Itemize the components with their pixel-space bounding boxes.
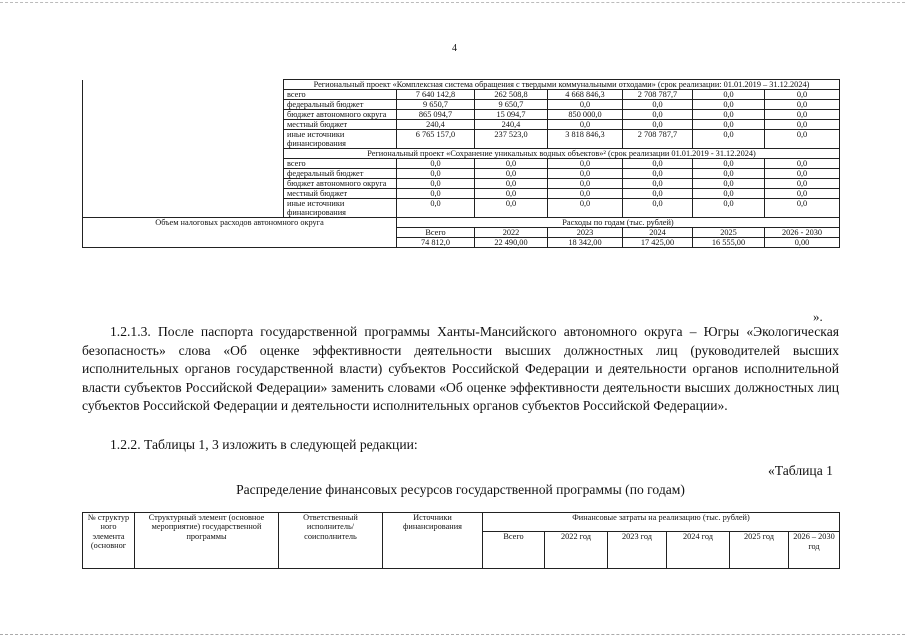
table-row: бюджет автономного округа 0,0 0,0 0,0 0,0 0,0 0,0 — [83, 179, 840, 189]
table-title: Распределение финансовых ресурсов государственной программы (по годам) — [236, 482, 685, 497]
table-label: «Таблица 1 — [768, 463, 833, 478]
col-element-header: Структурный элемент (основное мероприятие) государственной программы — [135, 513, 279, 569]
paragraph-1-2-2: 1.2.2. Таблицы 1, 3 изложить в следующей редакции: — [110, 437, 418, 452]
table-row: федеральный бюджет 9 650,7 9 650,7 0,0 0,0 0,0 0,0 — [83, 100, 840, 110]
scan-edge-bottom — [0, 634, 905, 635]
left-blank-cell — [83, 80, 284, 218]
project2-title: Региональный проект «Сохранение уникальных водных объектов»² (срок реализации 01.01.2019 - 31.12.2024) — [284, 149, 840, 159]
table-row: всего 0,0 0,0 0,0 0,0 0,0 0,0 — [83, 159, 840, 169]
tax-header: Расходы по годам (тыс. рублей) — [397, 218, 840, 228]
col-sources-header: Источники финансирования — [383, 513, 483, 569]
passport-finance-table — [82, 79, 840, 248]
col-2022-header: 2022 год — [545, 532, 608, 569]
col-2024-header: 2024 год — [667, 532, 730, 569]
table-row: бюджет автономного округа 865 094,7 15 094,7 850 000,0 0,0 0,0 0,0 — [83, 110, 840, 120]
table-1-header — [82, 512, 840, 569]
table-row: местный бюджет 240,4 240,4 0,0 0,0 0,0 0,0 — [83, 120, 840, 130]
tax-label: Объем налоговых расходов автономного округа — [83, 218, 397, 248]
col-2026-2030-header: 2026 – 2030 год — [789, 532, 840, 569]
tax-header-row — [83, 218, 840, 228]
tax-values-row: 74 812,0 22 490,00 18 342,00 17 425,00 16 555,00 0,00 — [83, 238, 840, 248]
project1-title-row — [83, 80, 840, 90]
table-row: иные источники финансирования 6 765 157,0 237 523,0 3 818 846,3 2 708 787,7 0,0 0,0 — [83, 130, 840, 149]
paragraph-1-2-1-3: 1.2.1.3. После паспорта государственной программы Ханты-Мансийского автономного округа – Югры «Экологическая безопасность» слова «Об оценке эффективности деятельности высших должностных лиц (руководителей высших исполнительных органов государственной власти) субъектов Российской Федерации и деятельности органов исполнительной власти субъектов Российской Федерации» заменить словами «Об оценке эффективности деятельности высших должностных лиц субъектов Российской Федерации и деятельности исполнительных органов субъектов Российской Федерации». — [82, 324, 839, 414]
col-total-header: Всего — [483, 532, 545, 569]
scan-edge-top — [0, 2, 905, 3]
col-2023-header: 2023 год — [608, 532, 667, 569]
col-responsible-header: Ответственный исполнитель/ соисполнитель — [279, 513, 383, 569]
closing-quote: ». — [813, 309, 823, 324]
finance-group-header: Финансовые затраты на реализацию (тыс. рублей) — [483, 513, 840, 532]
page-number: 4 — [452, 43, 457, 54]
table-row: всего 7 640 142,8 262 508,8 4 668 846,3 2 708 787,7 0,0 0,0 — [83, 90, 840, 100]
table-header-row — [83, 513, 840, 532]
table-row: иные источники финансирования 0,0 0,0 0,0 0,0 0,0 0,0 — [83, 199, 840, 218]
tax-columns-row: Всего 2022 2023 2024 2025 2026 - 2030 — [83, 228, 840, 238]
table-row: местный бюджет 0,0 0,0 0,0 0,0 0,0 0,0 — [83, 189, 840, 199]
project1-title: Региональный проект «Комплексная система обращения с твердыми коммунальными отходами» (срок реализации: 01.01.2019 – 31.12.2024) — [284, 80, 840, 90]
col-2025-header: 2025 год — [730, 532, 789, 569]
table-row: федеральный бюджет 0,0 0,0 0,0 0,0 0,0 0,0 — [83, 169, 840, 179]
col-number-header: № структур ного элемента (основног — [83, 513, 135, 569]
